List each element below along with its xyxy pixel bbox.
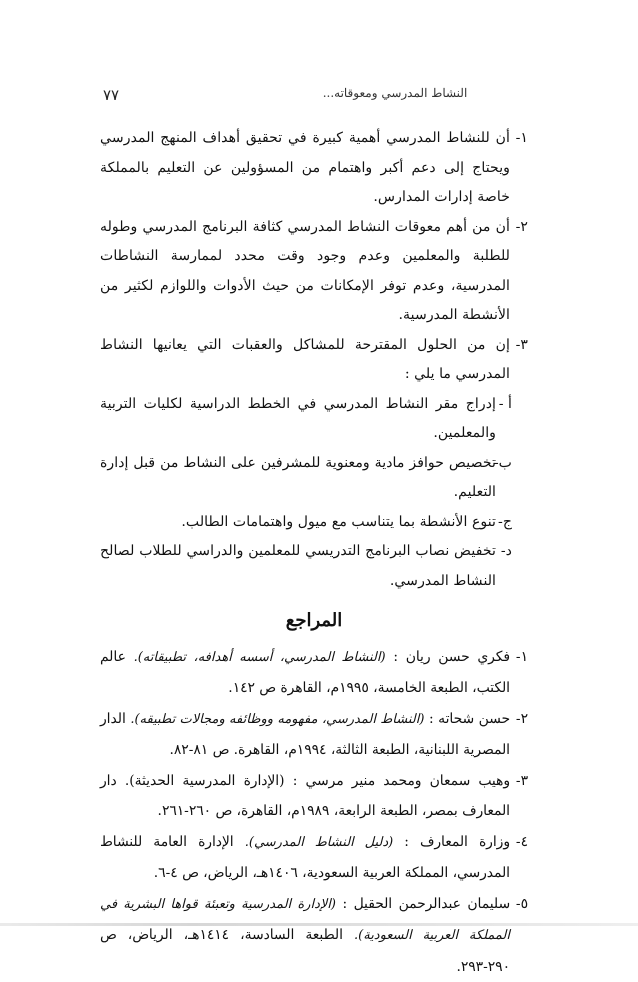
- conclusion-item: [100, 213, 528, 331]
- item-text: أن للنشاط المدرسي أهمية كبيرة في تحقيق أهداف المنهج المدرسي ويحتاج إلى دعم أكبر واهتمام من المسؤولين عن التعليم بالمملكة خاصة إدارات المدارس.: [100, 130, 510, 205]
- reference-number: ١-: [516, 642, 528, 673]
- reference-author: فكري حسن ريان :: [393, 649, 510, 665]
- item-text: أن من أهم معوقات النشاط المدرسي كثافة البرنامج المدرسي وطوله للطلبة والمعلمين وعدم وجود وقت محدد لممارسة النشاطات المدرسية، وعدم توفر الإمكانات من حيث الأدوات واللوازم لكثير من الأنشطة المدرسية.: [100, 219, 510, 324]
- solution-subitem: [100, 537, 528, 596]
- reference-entry: [100, 766, 528, 827]
- running-title: النشاط المدرسي ومعوقاته...: [265, 86, 525, 100]
- subitem-letter: ج-: [498, 508, 512, 538]
- reference-author: وهيب سمعان ومحمد منير مرسي :: [293, 773, 510, 789]
- item-number: ٣-: [516, 331, 528, 361]
- references-heading: المراجع: [100, 606, 528, 636]
- page-body: [100, 124, 528, 982]
- reference-author: سليمان عبدالرحمن الحقيل :: [342, 896, 510, 912]
- solution-subitem: [100, 508, 528, 538]
- subitem-text: تخفيض نصاب البرنامج التدريسي للمعلمين والدراسي للطلاب لصالح النشاط المدرسي.: [100, 543, 496, 589]
- item-text: إن من الحلول المقترحة للمشاكل والعقبات التي يعانيها النشاط المدرسي ما يلي :: [100, 337, 510, 383]
- reference-details: عالم الكتب، الطبعة الخامسة، ١٩٩٥م، القاهرة ص ١٤٢.: [100, 649, 510, 697]
- reference-details: الإدارة العامة للنشاط المدرسي، المملكة العربية السعودية، ١٤٠٦هـ، الرياض، ص ٤-٦.: [100, 834, 510, 882]
- reference-details: الطبعة السادسة، ١٤١٤هـ، الرياض، ص ٢٩٠-٢٩٣.: [100, 927, 510, 975]
- subitem-letter: أ -: [499, 390, 512, 420]
- subitem-text: تخصيص حوافز مادية ومعنوية للمشرفين على النشاط من قبل إدارة التعليم.: [100, 455, 496, 501]
- reference-author: وزارة المعارف :: [404, 834, 510, 850]
- reference-entry: [100, 889, 528, 982]
- reference-number: ٥-: [516, 889, 528, 920]
- page-header: [103, 86, 525, 114]
- conclusion-item: [100, 124, 528, 213]
- reference-title: (النشاط المدرسي، أسسه أهدافه، تطبيقاته).: [134, 650, 386, 665]
- solution-subitem: [100, 390, 528, 449]
- reference-number: ٢-: [516, 704, 528, 735]
- subitem-text: إدراج مقر النشاط المدرسي في الخطط الدراسية لكليات التربية والمعلمين.: [100, 396, 496, 442]
- subitem-letter: د-: [501, 537, 512, 567]
- reference-number: ٤-: [516, 827, 528, 858]
- conclusion-item: [100, 331, 528, 390]
- subitem-text: تنوع الأنشطة بما يتناسب مع ميول واهتمامات الطالب.: [181, 514, 496, 530]
- item-number: ١-: [516, 124, 528, 154]
- reference-title: (دليل النشاط المدرسي).: [245, 835, 393, 850]
- reference-title: (الإدارة المدرسية وتعبئة قواها البشرية في المملكة العربية السعودية).: [100, 897, 510, 944]
- solution-subitem: [100, 449, 528, 508]
- reference-details: الدار المصرية اللبنانية، الطبعة الثالثة، ١٩٩٤م، القاهرة. ص ٨١-٨٢.: [100, 711, 510, 759]
- reference-number: ٣-: [516, 766, 528, 797]
- subitem-letter: ب-: [494, 449, 512, 479]
- reference-details: (الإدارة المدرسية الحديثة). دار المعارف بمصر، الطبعة الرابعة، ١٩٨٩م، القاهرة، ص ٢٦٠-٢٦١.: [100, 773, 510, 820]
- reference-entry: [100, 827, 528, 889]
- reference-title: (النشاط المدرسي، مفهومه ووظائفه ومجالات تطبيقه).: [130, 712, 424, 727]
- scan-artifact-line: [0, 923, 638, 926]
- item-number: ٢-: [516, 213, 528, 243]
- reference-entry: [100, 642, 528, 704]
- reference-author: حسن شحاته :: [429, 711, 510, 727]
- page-number: ٧٧: [103, 86, 119, 104]
- reference-entry: [100, 704, 528, 766]
